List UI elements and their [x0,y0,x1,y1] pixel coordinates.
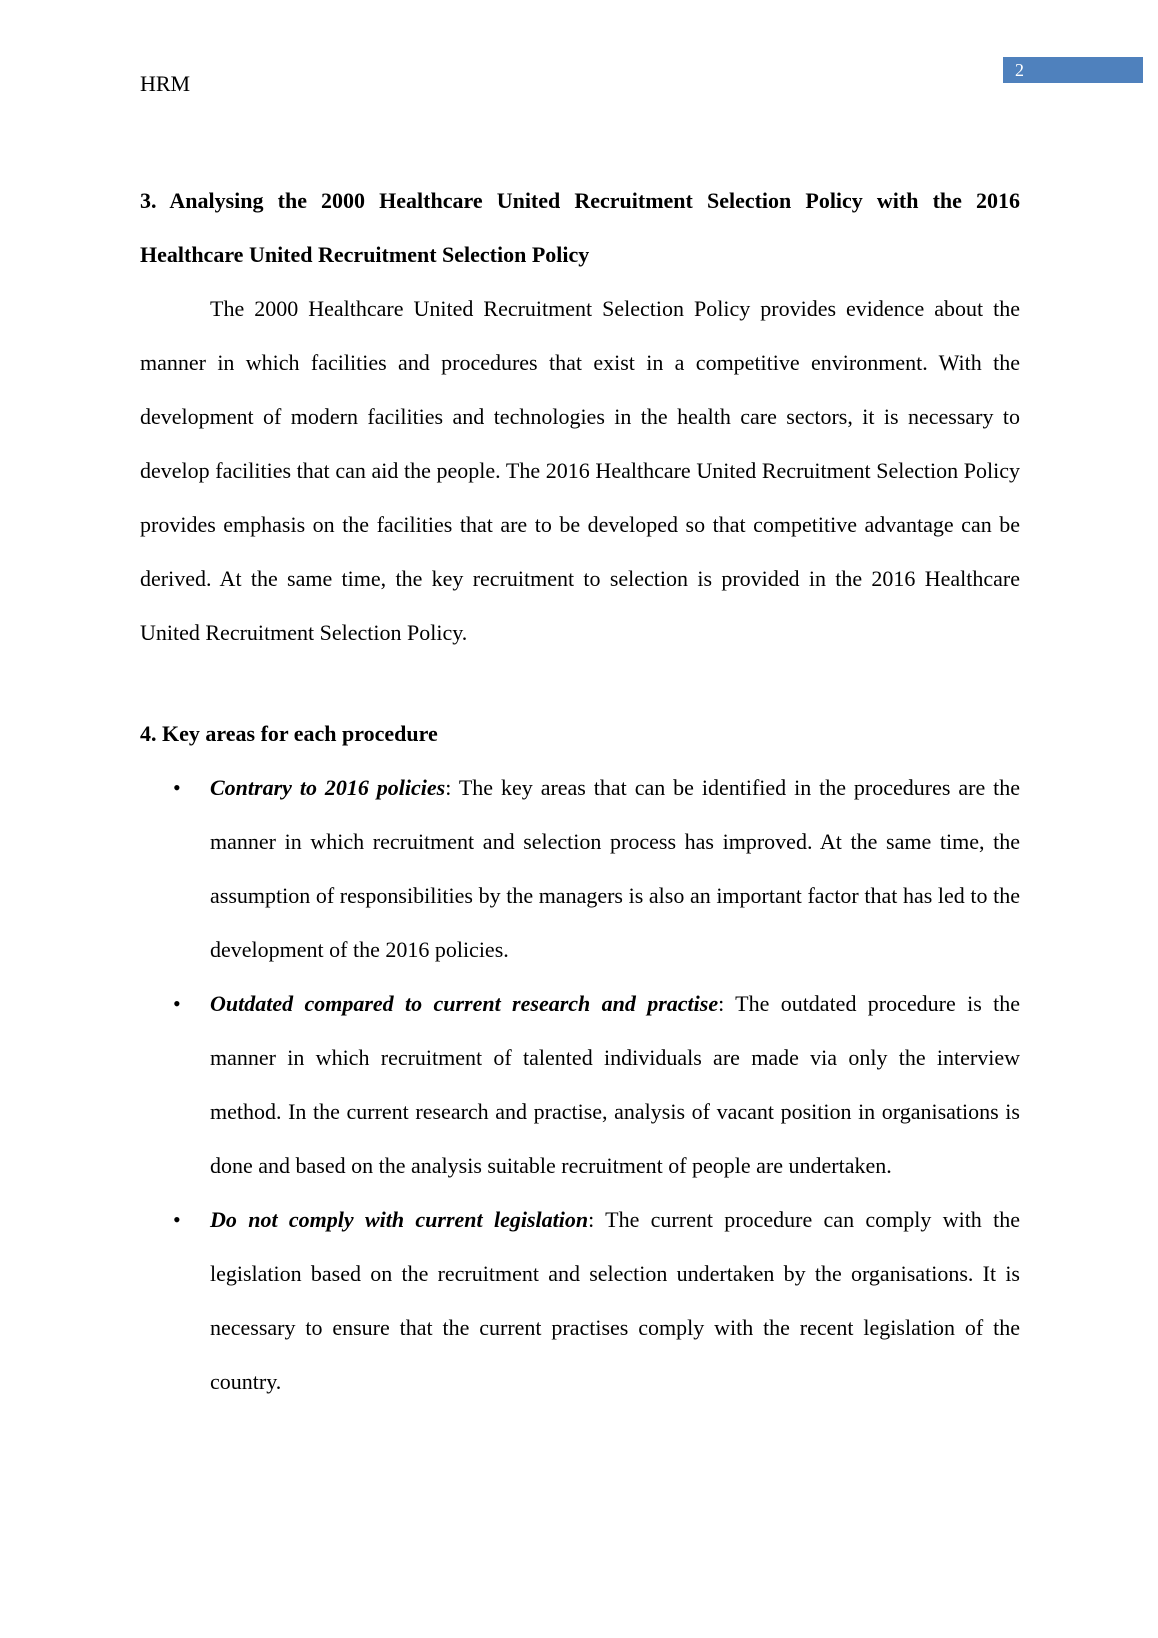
list-item [140,1193,1020,1409]
bullet-icon: • [173,775,181,800]
key-area-term: Contrary to 2016 policies [210,775,446,800]
key-area-term: Outdated compared to current research and practise [210,991,719,1016]
key-area-description: : The current procedure can comply with the legislation based on the recruitment and selection undertaken by the organisations. It is necessary to ensure that the current practises comply with the recent legislation of the country. [210,1207,1021,1394]
page-number: 2 [1015,60,1024,80]
list-item [140,977,1020,1193]
section-4-heading: 4. Key areas for each procedure [140,721,438,746]
bullet-icon: • [173,991,181,1016]
key-area-description: : The outdated procedure is the manner in which recruitment of talented individuals are made via only the interview method. In the current research and practise, analysis of vacant position in organisations is done and based on the analysis suitable recruitment of people are undertaken. [210,991,1020,1178]
key-area-term: Do not comply with current legislation [210,1207,589,1232]
section-3-paragraph: The 2000 Healthcare United Recruitment Selection Policy provides evidence about the manner in which facilities and procedures that exist in a competitive environment. With the development of modern facilities and technologies in the health care sectors, it is necessary to develop facilities that can aid the people. The 2016 Healthcare United Recruitment Selection Policy provides emphasis on the facilities that are to be developed so that competitive advantage can be derived. At the same time, the key recruitment to selection is provided in the 2016 Healthcare United Recruitment Selection Policy. [140,296,1020,645]
list-item [140,761,1020,977]
running-header-title: HRM [140,71,191,96]
section-3-heading: 3. Analysing the 2000 Healthcare United Recruitment Selection Policy with the 2016 Healthcare United Recruitment Selection Policy [140,188,1020,267]
key-areas-list [140,761,1020,1409]
key-area-description: : The key areas that can be identified in the procedures are the manner in which recruitment and selection process has improved. At the same time, the assumption of responsibilities by the managers is also an important factor that has led to the development of the 2016 policies. [210,775,1021,962]
bullet-icon: • [173,1207,181,1232]
document-body [140,174,1020,1409]
page-number-badge [1003,57,1143,83]
